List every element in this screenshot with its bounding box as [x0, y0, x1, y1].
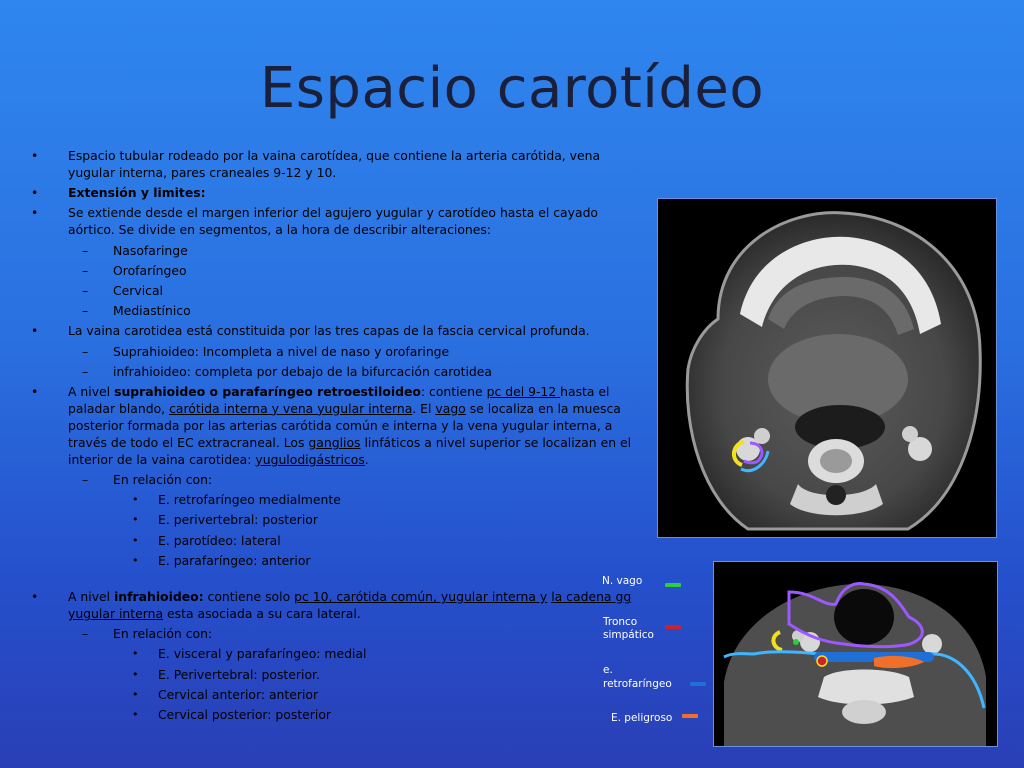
- legend-label-vago: N. vago: [602, 575, 643, 587]
- sub-item-text: infrahioideo: completa por debajo de la bifurcación carotidea: [113, 363, 492, 379]
- subsub-item: [30, 532, 635, 549]
- bullet-text: Espacio tubular rodeado por la vaina carotídea, que contiene la arteria carótida, vena yugular interna, pares craneales 9-12 y 10.: [68, 148, 601, 180]
- text-run: .: [364, 451, 369, 467]
- dash-marker: –: [82, 242, 89, 258]
- bullet-marker: •: [132, 533, 139, 547]
- text-run-underlined: vago: [435, 400, 466, 416]
- sub-item: [30, 302, 635, 319]
- ct-scan-graphic: [714, 562, 997, 746]
- legend-swatch-tronco: [665, 625, 681, 629]
- text-run: . El: [412, 400, 436, 416]
- sub-item: [30, 363, 635, 380]
- text-run-underlined: la cadena gg yugular interna: [68, 589, 632, 621]
- subsub-item-text: Cervical posterior: posterior: [158, 706, 332, 722]
- bullet-marker: •: [31, 323, 39, 339]
- sub-item-text: Nasofaringe: [113, 242, 188, 258]
- bullet-infrahyoid: [30, 588, 635, 622]
- bullet-definition: [30, 147, 635, 181]
- legend-swatch-peligroso: [682, 714, 698, 718]
- ct-image-infrahyoid: [713, 561, 998, 747]
- bullet-marker: •: [31, 383, 39, 399]
- bullet-marker: •: [132, 493, 139, 507]
- annotation-sympathetic-trunk: [817, 656, 827, 666]
- text-run: contiene solo: [203, 589, 295, 604]
- dash-marker: –: [82, 363, 89, 379]
- text-run: A nivel: [68, 589, 115, 604]
- text-run: esta asociada a su cara lateral.: [163, 606, 361, 621]
- bullet-text: [68, 589, 631, 621]
- subsub-item-text: E. visceral y parafaríngeo: medial: [158, 646, 367, 662]
- text-run-underlined: pc 10, carótida común, yugular interna y: [294, 589, 548, 604]
- dash-marker: –: [82, 343, 89, 359]
- bullet-marker: •: [132, 553, 139, 567]
- legend-label-retro-1: e.: [603, 664, 613, 676]
- text-run-underlined: carótida interna y vena yugular interna: [169, 400, 413, 416]
- sub-item: [30, 262, 635, 279]
- dash-marker: –: [82, 626, 89, 642]
- legend-label-peligroso: E. peligroso: [611, 712, 673, 724]
- sub-item: [30, 242, 635, 259]
- subsub-item: [30, 686, 635, 703]
- legend-swatch-retro: [690, 682, 706, 686]
- text-run: A nivel: [68, 383, 115, 399]
- dash-marker: –: [82, 472, 89, 488]
- legend-label-retro-2: retrofaríngeo: [603, 678, 672, 690]
- bullet-marker: •: [31, 185, 39, 201]
- sub-item-text: En relación con:: [113, 472, 213, 488]
- subsub-item-text: E. perivertebral: posterior: [158, 512, 318, 528]
- subsub-item: [30, 491, 635, 508]
- legend-swatch-vago: [665, 583, 681, 587]
- bullet-marker: •: [31, 148, 39, 163]
- subsub-item-text: Cervical anterior: anterior: [158, 686, 319, 702]
- dash-marker: –: [82, 262, 89, 278]
- text-run-underlined: yugulodigástricos: [255, 451, 365, 467]
- bullet-segments: [30, 204, 635, 238]
- text-run-bold: suprahioideo o parafaríngeo retroestiloideo: [114, 383, 421, 399]
- text-run: linfáticos a nivel superior se localizan en el interior de la vaina carotidea:: [68, 434, 632, 467]
- subsub-item-text: E. Perivertebral: posterior.: [158, 666, 320, 682]
- subsub-item-text: E. parafaríngeo: anterior: [158, 552, 311, 568]
- bullet-suprahyoid: [30, 383, 635, 468]
- dash-marker: –: [82, 282, 89, 298]
- subsub-item-text: E. parotídeo: lateral: [158, 532, 281, 548]
- text-run: se localiza en la muesca posterior formada por las arterias carótida común e interna y la vena yugular interna, a través de todo el EC extracraneal. Los: [68, 400, 621, 450]
- bullet-marker: •: [31, 205, 39, 221]
- bullet-sheath: [30, 322, 635, 339]
- bullet-marker: •: [132, 647, 139, 661]
- sub-item-text: En relación con:: [113, 626, 213, 642]
- sub-item: [30, 625, 635, 642]
- bullet-marker: •: [132, 687, 139, 701]
- text-run-underlined: ganglios: [308, 434, 361, 450]
- subsub-item-text: E. retrofaríngeo medialmente: [158, 492, 341, 508]
- dash-marker: –: [82, 303, 89, 319]
- bullet-text: Extensión y limites:: [68, 185, 206, 201]
- sub-item-text: Orofaríngeo: [113, 262, 187, 278]
- subsub-item: [30, 706, 635, 723]
- slide-title: Espacio carotídeo: [259, 56, 765, 121]
- slide-content: [30, 147, 638, 726]
- sub-item-text: Mediastínico: [113, 303, 191, 319]
- bullet-marker: •: [132, 707, 139, 721]
- sub-item: [30, 343, 635, 360]
- sub-item: [30, 471, 635, 488]
- bullet-extension: [30, 184, 635, 201]
- text-run-underlined: pc del 9-12: [486, 383, 561, 399]
- sub-item: [30, 282, 635, 299]
- subsub-item: [30, 666, 635, 683]
- spacer: [30, 572, 635, 588]
- bullet-marker: •: [132, 513, 139, 527]
- subsub-item: [30, 552, 635, 569]
- annotation-vagus-nerve: [793, 639, 799, 645]
- bullet-text: La vaina carotidea está constituida por las tres capas de la fascia cervical profunda.: [68, 323, 590, 339]
- text-run: hasta el paladar blando,: [68, 383, 610, 416]
- text-run-bold: infrahioideo:: [114, 589, 204, 604]
- legend-label-tronco-1: Tronco: [603, 616, 638, 628]
- bullet-text: Se extiende desde el margen inferior del agujero yugular y carotídeo hasta el cayado aórtico. Se divide en segmentos, a la hora de describir alteraciones:: [68, 205, 599, 238]
- subsub-item: [30, 645, 635, 662]
- sub-item-text: Suprahioideo: Incompleta a nivel de naso y orofaringe: [113, 343, 450, 359]
- bullet-marker: •: [31, 589, 39, 604]
- subsub-item: [30, 511, 635, 528]
- legend-label-tronco-2: simpático: [603, 629, 654, 641]
- text-run: : contiene: [420, 383, 487, 399]
- bullet-marker: •: [132, 667, 139, 681]
- bullet-text: [68, 384, 631, 467]
- sub-item-text: Cervical: [113, 282, 163, 298]
- ct-image-suprahyoid: [657, 198, 997, 538]
- ct-scan-graphic: [658, 199, 996, 537]
